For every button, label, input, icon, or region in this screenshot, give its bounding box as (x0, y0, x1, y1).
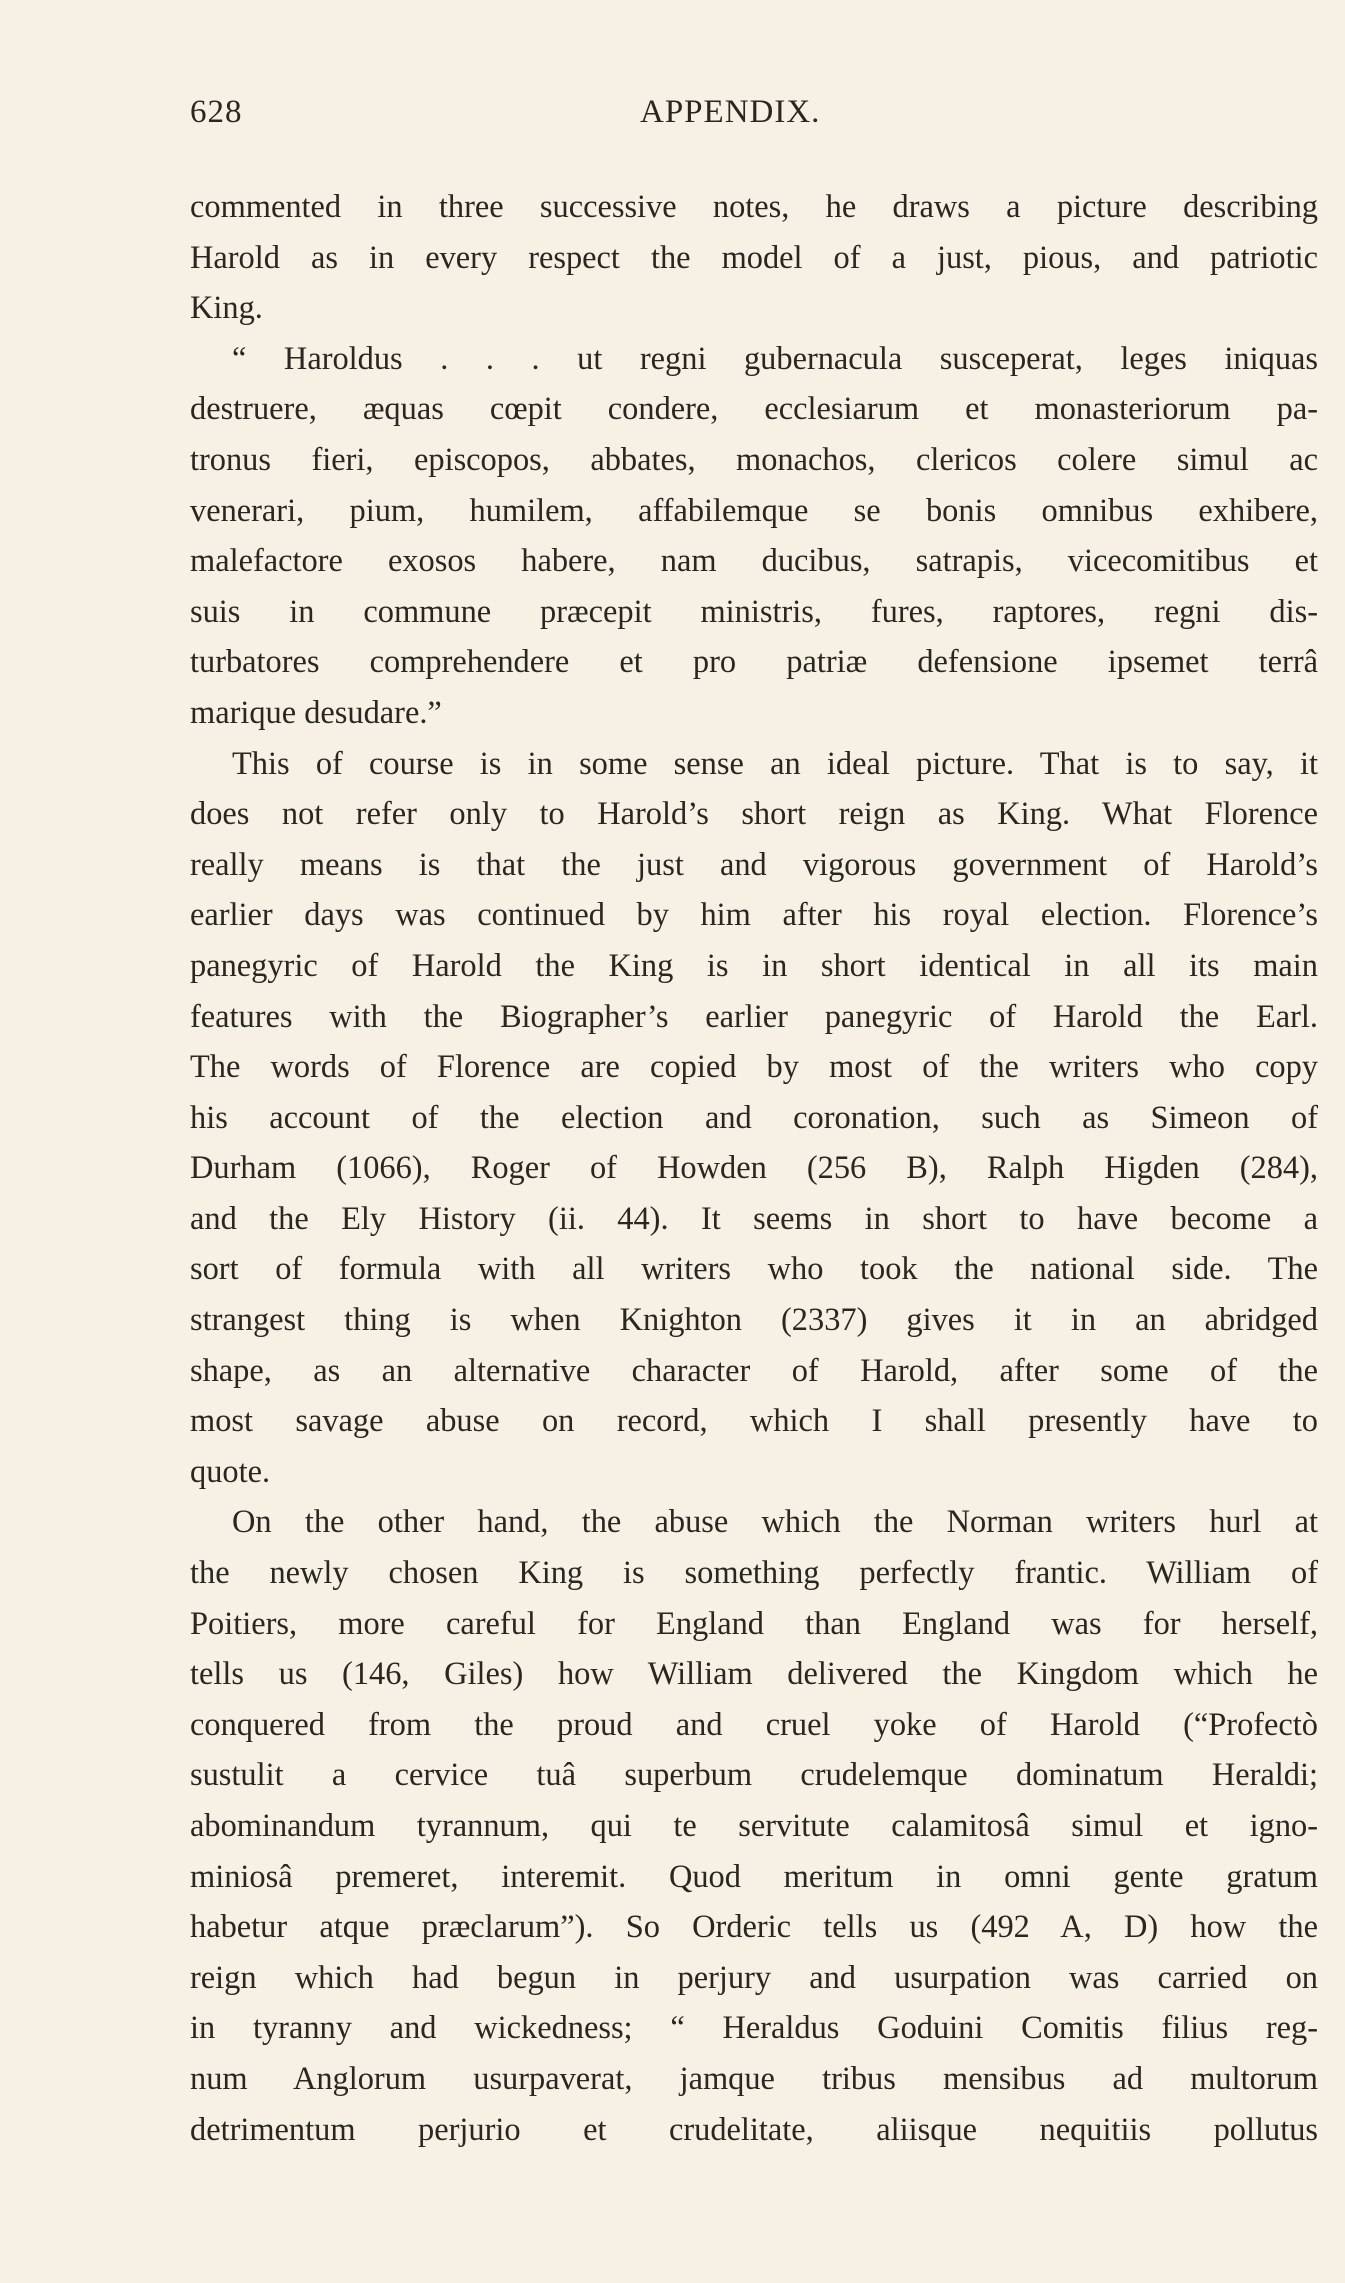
text-line: sustulit a cervice tuâ superbum crudelemque dominatum Heraldi; (190, 1757, 1318, 1794)
text-line: and the Ely History (ii. 44). It seems in short to have become a (190, 1200, 1318, 1237)
text-line: sort of formula with all writers who took the national side. The (190, 1251, 1318, 1288)
text-line: tronus fieri, episcopos, abbates, monachos, clericos colere simul ac (190, 441, 1318, 478)
text-line: panegyric of Harold the King is in short identical in all its main (190, 947, 1318, 984)
text-line: features with the Biographer’s earlier panegyric of Harold the Earl. (190, 998, 1318, 1035)
text-line: suis in commune præcepit ministris, fures, raptores, regni dis- (190, 593, 1318, 630)
text-line: the newly chosen King is something perfectly frantic. William of (190, 1555, 1318, 1592)
text-line: Poitiers, more careful for England than England was for herself, (190, 1605, 1318, 1642)
text-line: malefactore exosos habere, nam ducibus, satrapis, vicecomitibus et (190, 543, 1318, 580)
text-line: strangest thing is when Knighton (2337) gives it in an abridged (190, 1302, 1318, 1339)
text-line: detrimentum perjurio et crudelitate, aliisque nequitiis pollutus (190, 2111, 1318, 2148)
text-line: most savage abuse on record, which I shall presently have to (190, 1403, 1318, 1440)
text-line: marique desudare.” (190, 694, 442, 731)
text-line: reign which had begun in perjury and usurpation was carried on (190, 1959, 1318, 1996)
text-line: earlier days was continued by him after his royal election. Florence’s (190, 897, 1318, 934)
text-line: turbatores comprehendere et pro patriæ defensione ipsemet terrâ (190, 644, 1318, 681)
text-line: venerari, pium, humilem, affabilemque se bonis omnibus exhibere, (190, 492, 1318, 529)
text-line: his account of the election and coronation, such as Simeon of (190, 1099, 1318, 1136)
text-line: On the other hand, the abuse which the Norman writers hurl at (232, 1504, 1318, 1541)
text-line: miniosâ premeret, interemit. Quod meritum in omni gente gratum (190, 1858, 1318, 1895)
text-line: “ Haroldus . . . ut regni gubernacula susceperat, leges iniquas (232, 340, 1318, 377)
text-line: destruere, æquas cœpit condere, ecclesiarum et monasteriorum pa- (190, 391, 1318, 428)
text-line: This of course is in some sense an ideal picture. That is to say, it (232, 745, 1318, 782)
text-line: in tyranny and wickedness; “ Heraldus Goduini Comitis filius reg- (190, 2010, 1318, 2047)
text-line: shape, as an alternative character of Harold, after some of the (190, 1352, 1318, 1389)
text-line: Harold as in every respect the model of a just, pious, and patriotic (190, 239, 1318, 276)
text-line: habetur atque præclarum”). So Orderic tells us (492 A, D) how the (190, 1909, 1318, 1946)
body-text (190, 182, 1318, 2155)
page-number: 628 (190, 94, 243, 130)
text-line: abominandum tyrannum, qui te servitute calamitosâ simul et igno- (190, 1808, 1318, 1844)
text-line: The words of Florence are copied by most of the writers who copy (190, 1049, 1318, 1086)
text-line: commented in three successive notes, he draws a picture describing (190, 189, 1318, 225)
text-line: does not refer only to Harold’s short reign as King. What Florence (190, 796, 1318, 833)
text-line: Durham (1066), Roger of Howden (256 B), Ralph Higden (284), (190, 1150, 1318, 1187)
text-line: conquered from the proud and cruel yoke of Harold (“Profectò (190, 1706, 1318, 1743)
text-line: tells us (146, Giles) how William delivered the Kingdom which he (190, 1656, 1318, 1693)
running-title: APPENDIX. (640, 94, 821, 130)
text-line: quote. (190, 1453, 271, 1490)
running-head (190, 94, 1320, 144)
text-line: really means is that the just and vigorous government of Harold’s (190, 846, 1318, 883)
text-line: num Anglorum usurpaverat, jamque tribus mensibus ad multorum (190, 2060, 1318, 2097)
text-line: King. (190, 290, 263, 327)
